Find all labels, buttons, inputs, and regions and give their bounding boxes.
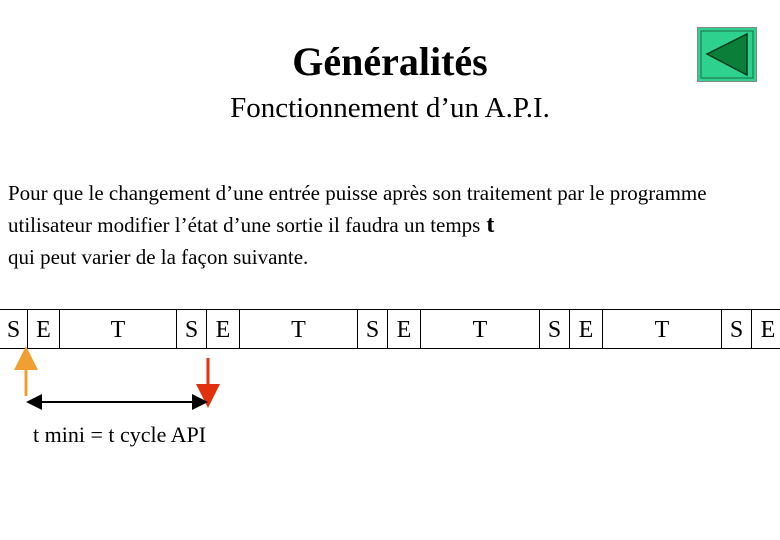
segment-scan-in: E [751,309,780,349]
page-subtitle: Fonctionnement d’un A.P.I. [230,92,550,124]
segment-scan-out: S [0,309,28,349]
time-variable: t [486,212,495,238]
segment-scan-in: E [206,309,240,349]
segment-treatment: T [602,309,722,349]
segment-scan-out: S [176,309,207,349]
segment-treatment: T [59,309,177,349]
description-text: Pour que le changement d’une entrée puisse après son traitement par le programme utilisateur modifier l’état d’une sortie il faudra un temps [8,181,707,237]
segment-scan-out: S [721,309,752,349]
segment-treatment: T [239,309,358,349]
segment-scan-in: E [569,309,603,349]
page-title: Généralités [292,39,488,84]
segment-scan-in: E [387,309,421,349]
segment-scan-out: S [357,309,388,349]
segment-treatment: T [420,309,540,349]
segment-scan-in: E [27,309,60,349]
description-text-end: qui peut varier de la façon suivante. [8,245,309,269]
cycle-time-caption: t mini = t cycle API [33,422,207,447]
segment-scan-out: S [539,309,570,349]
